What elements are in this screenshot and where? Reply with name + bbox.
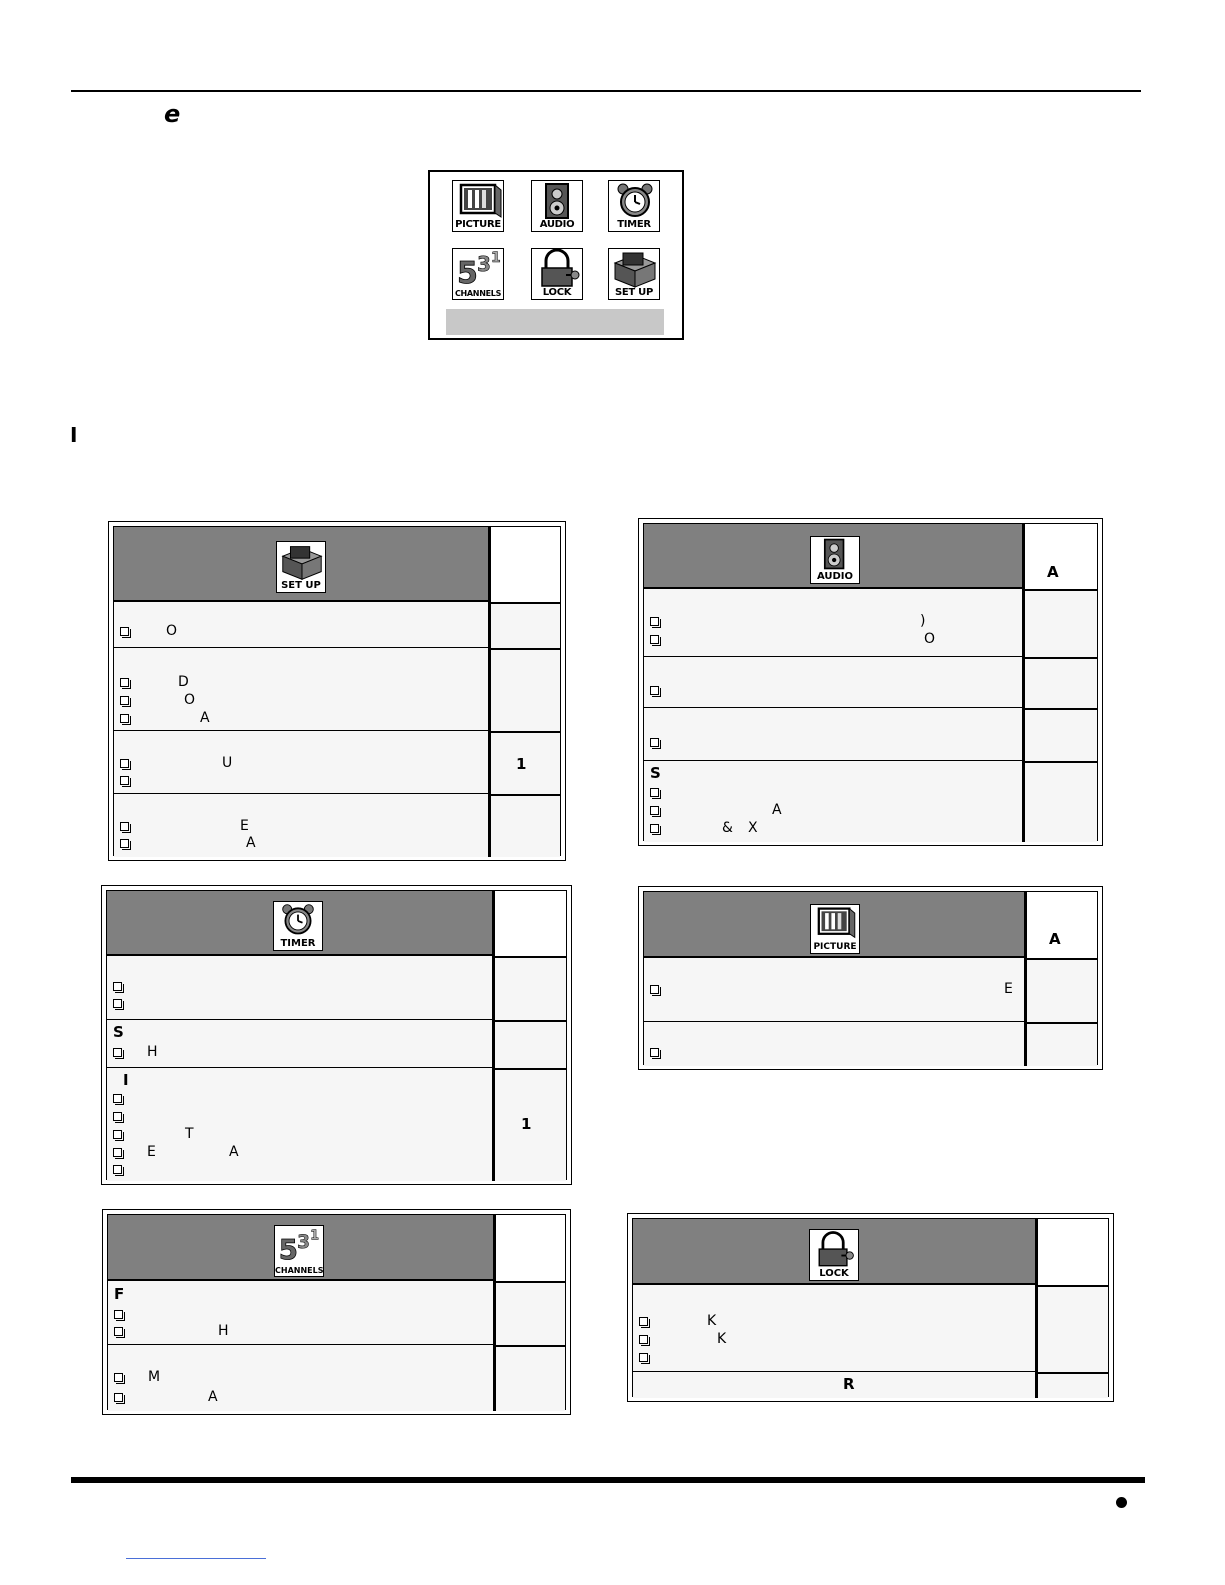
svg-text:5: 5 <box>457 256 478 289</box>
main-menu-picture-icon[interactable] <box>452 180 504 232</box>
setup-table-icon-label: SET UP <box>281 580 321 591</box>
checkbox-bullet <box>650 617 659 626</box>
checkbox-bullet <box>650 1048 659 1057</box>
timer-row-1-right <box>492 956 566 1020</box>
lock-table-icon <box>809 1229 859 1281</box>
checkbox-bullet <box>120 714 129 723</box>
checkbox-bullet <box>120 696 129 705</box>
timer-row-2 <box>107 1020 494 1068</box>
top-rule <box>71 90 1141 92</box>
setup-row-4-item-1: E <box>240 818 249 834</box>
setup-row-1-item-1: O <box>166 623 178 639</box>
audio-table-icon-label: AUDIO <box>816 571 854 582</box>
timer-row-3-item-4: E <box>147 1144 156 1160</box>
picture-row-1-item-1: E <box>1004 981 1013 997</box>
audio-row-1-item-1: ) <box>920 613 926 629</box>
setup-menu-table <box>108 521 566 861</box>
lock-row-1-item-1: K <box>707 1313 717 1329</box>
setup-row-2-item-3: A <box>200 710 210 726</box>
audio-menu-table <box>638 518 1103 846</box>
checkbox-bullet <box>113 1112 122 1121</box>
timer-row-3-right <box>492 1068 566 1181</box>
alarm-clock-icon <box>609 181 661 221</box>
timer-table-header <box>107 891 494 956</box>
main-menu-channels-icon[interactable] <box>452 248 504 300</box>
audio-row-4-heading: S <box>650 764 661 782</box>
bottom-rule <box>71 1477 1145 1483</box>
checkbox-bullet <box>113 982 122 991</box>
channel-numbers-icon <box>275 1226 323 1266</box>
setup-row-1-right <box>488 602 560 648</box>
timer-table-icon-label: TIMER <box>280 938 316 949</box>
setup-table-header <box>114 527 492 602</box>
picture-row-2-right <box>1024 1022 1097 1066</box>
channels-row-2-item-2: A <box>208 1389 218 1405</box>
audio-row-1-item-2: O <box>924 631 936 647</box>
section-heading-fragment: I <box>70 423 78 447</box>
checkbox-bullet <box>114 1373 123 1382</box>
checkbox-bullet <box>120 678 129 687</box>
audio-row-2-right <box>1022 657 1097 708</box>
audio-table-header <box>644 524 1024 589</box>
checkbox-bullet <box>650 824 659 833</box>
timer-menu-table <box>101 885 572 1185</box>
main-menu-screen <box>428 170 684 340</box>
timer-header-right <box>492 891 566 956</box>
picture-table-icon-label: PICTURE <box>813 942 857 952</box>
audio-header-right-text: A <box>1047 563 1059 581</box>
page-bullet-dot <box>1116 1497 1127 1508</box>
channel-numbers-icon <box>453 249 505 289</box>
timer-row-2-item-1: H <box>147 1044 158 1060</box>
checkbox-bullet <box>650 686 659 695</box>
channels-table-icon-label: CHANNELS <box>275 1266 324 1275</box>
audio-row-4-item-2: A <box>772 802 782 818</box>
checkbox-bullet <box>113 1130 122 1139</box>
audio-row-2 <box>644 657 1024 708</box>
checkbox-bullet <box>114 1310 123 1319</box>
main-menu-audio-icon[interactable] <box>531 180 583 232</box>
picture-header-right <box>1024 892 1097 958</box>
setup-row-2-item-2: O <box>184 692 196 708</box>
tv-icon <box>811 905 859 941</box>
setup-row-1 <box>114 602 492 648</box>
timer-row-3-item-3: T <box>185 1126 194 1142</box>
checkbox-bullet <box>113 999 122 1008</box>
main-menu-setup-label: SET UP <box>615 287 653 298</box>
timer-row-3-right-value: 1 <box>521 1115 532 1133</box>
picture-header-right-text: A <box>1049 930 1061 948</box>
setup-row-2-item-1: D <box>178 674 189 690</box>
channels-row-1-item-2: H <box>218 1323 229 1339</box>
checkbox-bullet <box>639 1335 648 1344</box>
checkbox-bullet <box>639 1353 648 1362</box>
audio-row-4 <box>644 761 1024 842</box>
picture-table-header <box>644 892 1026 958</box>
channels-row-1-right <box>493 1281 565 1345</box>
picture-table-icon <box>810 904 860 954</box>
channels-table-icon <box>274 1225 324 1277</box>
lock-row-1-right <box>1035 1285 1108 1372</box>
picture-row-1-right <box>1024 958 1097 1022</box>
setup-row-3-right-value: 1 <box>516 755 527 773</box>
lock-row-2 <box>633 1372 1037 1398</box>
lock-table-header <box>633 1219 1037 1285</box>
main-menu-lock-label: LOCK <box>542 287 572 298</box>
audio-row-1 <box>644 589 1024 657</box>
checkbox-bullet <box>120 839 129 848</box>
lock-icon <box>532 249 584 289</box>
setup-row-2 <box>114 648 492 731</box>
checkbox-bullet <box>650 788 659 797</box>
audio-row-1-right <box>1022 589 1097 657</box>
setup-header-right <box>488 527 560 602</box>
audio-row-4-right <box>1022 761 1097 842</box>
channels-table-header <box>108 1215 495 1281</box>
main-menu-setup-icon[interactable] <box>608 248 660 300</box>
setup-row-4-item-2: A <box>246 835 256 851</box>
svg-text:3: 3 <box>477 252 491 276</box>
checkbox-bullet <box>120 627 129 636</box>
lock-row-2-right <box>1035 1372 1108 1398</box>
timer-table-icon <box>273 901 323 951</box>
channels-row-2-right <box>493 1345 565 1411</box>
timer-row-1 <box>107 956 494 1020</box>
setup-row-3 <box>114 731 492 794</box>
svg-text:3: 3 <box>297 1231 310 1253</box>
lock-menu-table <box>627 1213 1114 1402</box>
main-menu-channels-label: CHANNELS <box>454 289 502 298</box>
speaker-icon <box>811 537 859 571</box>
main-menu-timer-icon[interactable] <box>608 180 660 232</box>
svg-text:5: 5 <box>278 1232 298 1266</box>
main-menu-timer-label: TIMER <box>617 219 651 230</box>
setup-table-icon <box>276 541 326 593</box>
main-menu-audio-label: AUDIO <box>539 219 575 230</box>
checkbox-bullet <box>113 1165 122 1174</box>
channels-menu-table <box>102 1209 571 1415</box>
checkbox-bullet <box>113 1148 122 1157</box>
audio-row-4-item-4: X <box>748 820 758 836</box>
timer-row-2-right <box>492 1020 566 1068</box>
channels-row-1-heading: F <box>114 1285 125 1303</box>
setup-row-4-right <box>488 794 560 857</box>
checkbox-bullet <box>114 1327 123 1336</box>
audio-row-3-right <box>1022 708 1097 761</box>
channels-row-2-item-1: M <box>148 1369 161 1385</box>
channels-header-right <box>493 1215 565 1281</box>
lock-row-2-center-text: R <box>843 1375 855 1393</box>
setup-box-icon <box>609 249 661 289</box>
channels-row-1 <box>108 1281 495 1345</box>
lock-row-1-item-2: K <box>717 1331 727 1347</box>
checkbox-bullet <box>650 738 659 747</box>
main-menu-lock-icon[interactable] <box>531 248 583 300</box>
main-menu-selection-bar <box>446 309 664 335</box>
checkbox-bullet <box>120 776 129 785</box>
footer-link-underline[interactable] <box>126 1558 266 1559</box>
svg-text:1: 1 <box>310 1228 320 1244</box>
checkbox-bullet <box>650 635 659 644</box>
checkbox-bullet <box>120 822 129 831</box>
checkbox-bullet <box>113 1048 122 1057</box>
checkbox-bullet <box>650 985 659 994</box>
timer-row-3-item-5: A <box>229 1144 239 1160</box>
lock-header-right <box>1035 1219 1108 1285</box>
picture-row-2 <box>644 1022 1026 1066</box>
timer-row-2-heading: S <box>113 1023 124 1041</box>
page-title-fragment: e <box>164 100 181 128</box>
timer-row-3-heading: I <box>123 1071 129 1089</box>
checkbox-bullet <box>639 1317 648 1326</box>
speaker-icon <box>532 181 584 221</box>
picture-menu-table <box>638 886 1103 1070</box>
svg-text:1: 1 <box>491 250 501 266</box>
channels-row-2 <box>108 1345 495 1411</box>
audio-header-right <box>1022 524 1097 589</box>
lock-table-icon-label: LOCK <box>819 1268 849 1279</box>
setup-row-4 <box>114 794 492 857</box>
setup-box-icon <box>277 542 327 582</box>
audio-table-icon <box>810 536 860 584</box>
checkbox-bullet <box>114 1393 123 1402</box>
lock-row-1 <box>633 1285 1037 1372</box>
setup-row-2-right <box>488 648 560 731</box>
setup-row-3-item-1: U <box>222 755 233 771</box>
checkbox-bullet <box>113 1094 122 1103</box>
timer-row-3 <box>107 1068 494 1181</box>
audio-row-4-item-3: & <box>722 820 733 836</box>
tv-icon <box>453 181 505 221</box>
lock-icon <box>810 1230 858 1270</box>
alarm-clock-icon <box>274 902 322 938</box>
main-menu-picture-label: PICTURE <box>455 219 501 230</box>
setup-row-3-right <box>488 731 560 794</box>
picture-row-1 <box>644 958 1026 1022</box>
checkbox-bullet <box>120 759 129 768</box>
checkbox-bullet <box>650 806 659 815</box>
audio-row-3 <box>644 708 1024 761</box>
